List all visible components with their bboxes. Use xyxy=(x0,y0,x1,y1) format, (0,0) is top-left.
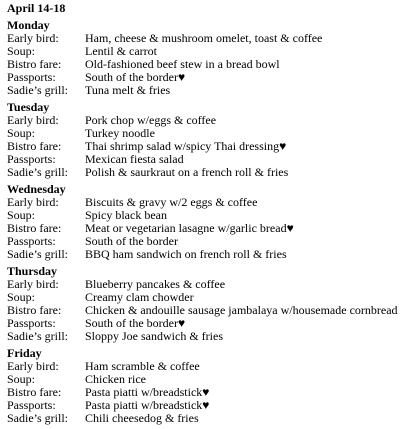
row-label: Passports: xyxy=(7,316,56,330)
row-label: Early bird: xyxy=(7,277,59,291)
row-value: Mexican fiesta salad xyxy=(85,152,184,166)
row-label: Passports: xyxy=(7,234,56,248)
row-value: Chicken rice xyxy=(85,372,146,386)
day-heading: Thursday xyxy=(7,264,58,278)
menu-row xyxy=(7,360,405,373)
row-value: Thai shrimp salad w/spicy Thai dressing♥ xyxy=(85,139,287,153)
menu-row xyxy=(7,248,405,261)
row-label: Soup: xyxy=(7,372,36,386)
day-heading: Tuesday xyxy=(7,100,50,114)
row-value: Ham, cheese & mushroom omelet, toast & coffee xyxy=(85,31,323,45)
menu-row xyxy=(7,304,405,317)
row-label: Passports: xyxy=(7,398,56,412)
row-value: South of the border♥ xyxy=(85,70,186,84)
row-value: South of the border xyxy=(85,234,178,248)
menu-row xyxy=(7,32,405,45)
menu-row xyxy=(7,114,405,127)
menu-row xyxy=(7,140,405,153)
row-label: Soup: xyxy=(7,126,36,140)
menu-row xyxy=(7,196,405,209)
row-value: Turkey noodle xyxy=(85,126,155,140)
row-label: Sadie’s grill: xyxy=(7,411,68,425)
day-monday xyxy=(7,19,405,97)
row-value: Pork chop w/eggs & coffee xyxy=(85,113,217,127)
row-label: Soup: xyxy=(7,290,36,304)
menu-row xyxy=(7,58,405,71)
row-label: Early bird: xyxy=(7,113,59,127)
row-label: Bistro fare: xyxy=(7,221,62,235)
row-value: Spicy black bean xyxy=(85,208,167,222)
row-label: Passports: xyxy=(7,152,56,166)
row-value: Lentil & carrot xyxy=(85,44,157,58)
row-label: Bistro fare: xyxy=(7,139,62,153)
row-label: Sadie’s grill: xyxy=(7,83,68,97)
row-label: Early bird: xyxy=(7,31,59,45)
menu-document xyxy=(7,2,405,429)
row-label: Bistro fare: xyxy=(7,57,62,71)
row-value: Polish & saurkraut on a french roll & fries xyxy=(85,165,289,179)
row-value: Blueberry pancakes & coffee xyxy=(85,277,226,291)
menu-row xyxy=(7,330,405,343)
row-value: Creamy clam chowder xyxy=(85,290,194,304)
row-label: Bistro fare: xyxy=(7,385,62,399)
row-label: Sadie’s grill: xyxy=(7,329,68,343)
row-value: Chicken & andouille sausage jambalaya w/housemade cornbread xyxy=(85,303,398,317)
row-value: Sloppy Joe sandwich & fries xyxy=(85,329,223,343)
row-value: South of the border♥ xyxy=(85,316,186,330)
row-value: Biscuits & gravy w/2 eggs & coffee xyxy=(85,195,258,209)
menu-row xyxy=(7,222,405,235)
row-label: Bistro fare: xyxy=(7,303,62,317)
day-wednesday xyxy=(7,183,405,261)
day-tuesday xyxy=(7,101,405,179)
menu-row xyxy=(7,278,405,291)
day-heading: Monday xyxy=(7,18,50,32)
row-value: Chili cheesedog & fries xyxy=(85,411,199,425)
row-label: Soup: xyxy=(7,208,36,222)
day-thursday xyxy=(7,265,405,343)
row-label: Early bird: xyxy=(7,359,59,373)
day-friday xyxy=(7,347,405,425)
menu-row xyxy=(7,166,405,179)
day-heading: Friday xyxy=(7,346,42,360)
day-heading: Wednesday xyxy=(7,182,66,196)
row-label: Passports: xyxy=(7,70,56,84)
row-value: Tuna melt & fries xyxy=(85,83,171,97)
row-value: Meat or vegetarian lasagne w/garlic bread♥ xyxy=(85,221,294,235)
row-value: Old-fashioned beef stew in a bread bowl xyxy=(85,57,280,71)
row-value: Ham scramble & coffee xyxy=(85,359,200,373)
row-label: Soup: xyxy=(7,44,36,58)
row-label: Sadie’s grill: xyxy=(7,247,68,261)
row-value: Pasta piatti w/breadstick♥ xyxy=(85,385,210,399)
row-value: BBQ ham sandwich on french roll & fries xyxy=(85,247,287,261)
row-label: Early bird: xyxy=(7,195,59,209)
menu-title: April 14-18 xyxy=(7,1,66,15)
menu-row xyxy=(7,84,405,97)
row-label: Sadie’s grill: xyxy=(7,165,68,179)
row-value: Pasta piatti w/breadstick♥ xyxy=(85,398,210,412)
